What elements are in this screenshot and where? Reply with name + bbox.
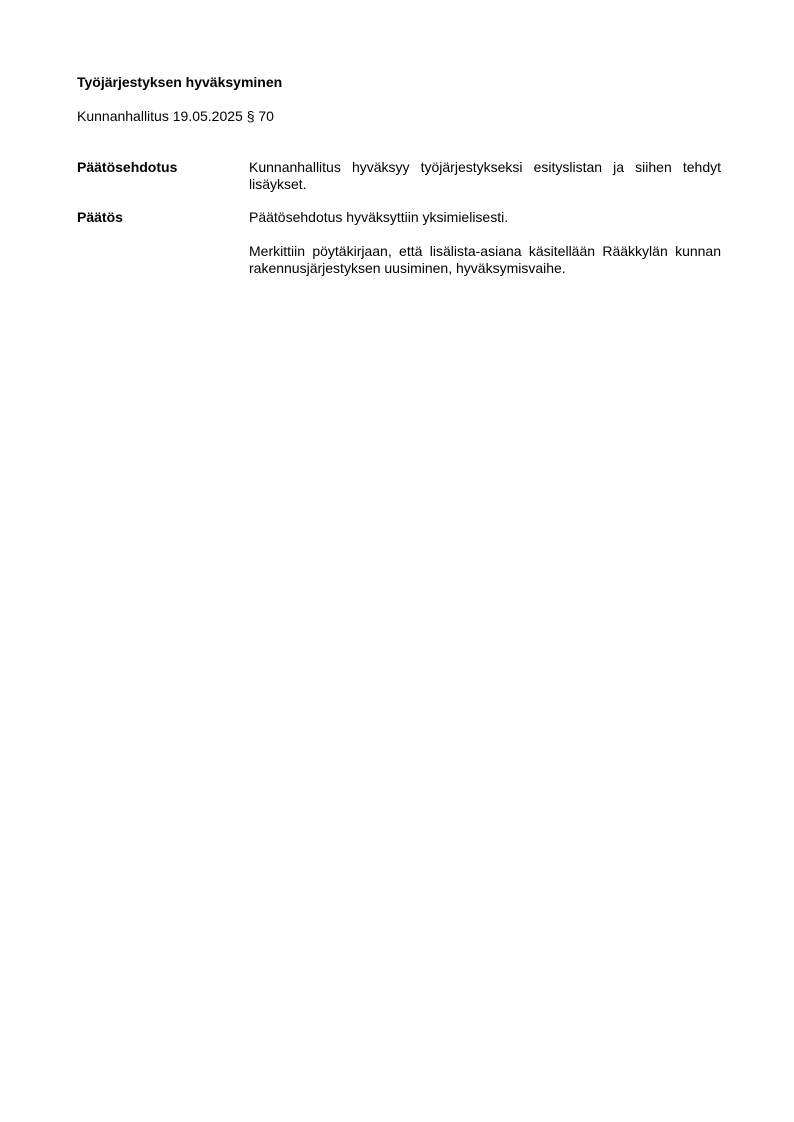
decision-body — [249, 209, 721, 277]
decision-label: Päätös — [77, 209, 123, 225]
decision-paragraph: Päätösehdotus hyväksyttiin yksimielisesti. — [249, 209, 509, 225]
decision-note-paragraph: Merkittiin pöytäkirjaan, että lisälista-asiana käsitellään Rääkkylän kunnan rakennusjärjestyksen uusiminen, hyväksymisvaihe. — [249, 243, 721, 276]
document-title: Työjärjestyksen hyväksyminen — [77, 74, 283, 90]
proposal-paragraph: Kunnanhallitus hyväksyy työjärjestykseksi esityslistan ja siihen tehdyt lisäykset. — [249, 159, 721, 192]
proposal-label: Päätösehdotus — [77, 159, 178, 175]
proposal-body — [249, 159, 721, 193]
meeting-reference: Kunnanhallitus 19.05.2025 § 70 — [77, 108, 274, 124]
